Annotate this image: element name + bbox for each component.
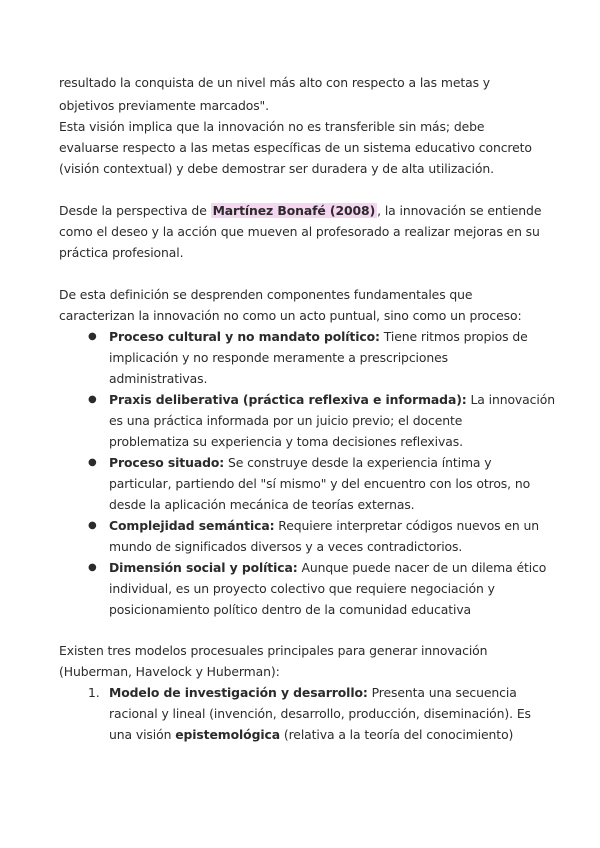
paragraph-line: Existen tres modelos procesuales principales para generar innovación bbox=[59, 643, 488, 658]
bold-term: epistemológica bbox=[175, 727, 281, 742]
citation-highlight: Martínez Bonafé (2008) bbox=[212, 203, 376, 218]
bullet-icon: ● bbox=[88, 562, 97, 573]
bullet-icon: ● bbox=[88, 457, 97, 468]
text-span: Desde la perspectiva de bbox=[59, 203, 211, 218]
list-item-text: Tiene ritmos propios de bbox=[379, 329, 528, 344]
numbered-item-text: Presenta una secuencia bbox=[367, 685, 517, 700]
text-span: (relativa a la teoría del conocimiento) bbox=[280, 727, 514, 742]
paragraph-line: práctica profesional. bbox=[59, 245, 184, 260]
text-span: , la innovación se entiende bbox=[377, 203, 542, 218]
numbered-item-term: Modelo de investigación y desarrollo: bbox=[109, 685, 368, 700]
list-item-line: desde la aplicación mecánica de teorías externas. bbox=[109, 497, 415, 512]
list-item-term: Proceso situado: bbox=[109, 455, 225, 470]
list-item-line: es una práctica informada por un juicio previo; el docente bbox=[109, 413, 463, 428]
paragraph-line: evaluarse respecto a las metas específicas de un sistema educativo concreto bbox=[59, 140, 532, 155]
list-item bbox=[109, 452, 492, 473]
list-item-term: Praxis deliberativa (práctica reflexiva e informada): bbox=[109, 392, 467, 407]
bullet-icon: ● bbox=[88, 520, 97, 531]
numbered-item-line bbox=[109, 724, 513, 745]
list-item-line: implicación y no responde meramente a prescripciones bbox=[109, 350, 448, 365]
list-number: 1. bbox=[88, 685, 100, 700]
list-item-text: Requiere interpretar códigos nuevos en un bbox=[274, 518, 539, 533]
paragraph-line bbox=[59, 200, 541, 221]
list-item-line: particular, partiendo del "sí mismo" y del encuentro con los otros, no bbox=[109, 476, 531, 491]
paragraph-line: De esta definición se desprenden componentes fundamentales que bbox=[59, 287, 473, 302]
bullet-icon: ● bbox=[88, 331, 97, 342]
list-item-term: Complejidad semántica: bbox=[109, 518, 275, 533]
list-item bbox=[109, 389, 555, 410]
paragraph-line: (Huberman, Havelock y Huberman): bbox=[59, 664, 280, 679]
paragraph-line: caracterizan la innovación no como un acto puntual, sino como un proceso: bbox=[59, 308, 522, 323]
text-span: una visión bbox=[109, 727, 176, 742]
list-item-text: La innovación bbox=[466, 392, 555, 407]
paragraph-line: resultado la conquista de un nivel más alto con respecto a las metas y bbox=[59, 75, 491, 90]
list-item-line: individual, es un proyecto colectivo que requiere negociación y bbox=[109, 581, 495, 596]
list-item bbox=[109, 515, 539, 536]
list-item-term: Proceso cultural y no mandato político: bbox=[109, 329, 380, 344]
bullet-icon: ● bbox=[88, 394, 97, 405]
list-item-text: Aunque puede nacer de un dilema ético bbox=[297, 560, 547, 575]
numbered-item bbox=[109, 682, 517, 703]
list-item bbox=[109, 326, 528, 347]
paragraph-line: Esta visión implica que la innovación no es transferible sin más; debe bbox=[59, 119, 485, 134]
list-item-line: mundo de significados diversos y a veces contradictorios. bbox=[109, 539, 463, 554]
numbered-item-line: racional y lineal (invención, desarrollo, producción, diseminación). Es bbox=[109, 706, 531, 721]
paragraph-line: como el deseo y la acción que mueven al profesorado a realizar mejoras en su bbox=[59, 224, 540, 239]
list-item bbox=[109, 557, 546, 578]
paragraph-line: (visión contextual) y debe demostrar ser duradera y de alta utilización. bbox=[59, 161, 494, 176]
list-item-line: problematiza su experiencia y toma decisiones reflexivas. bbox=[109, 434, 463, 449]
list-item-line: administrativas. bbox=[109, 371, 208, 386]
list-item-text: Se construye desde la experiencia íntima y bbox=[224, 455, 492, 470]
list-item-line: posicionamiento político dentro de la comunidad educativa bbox=[109, 602, 472, 617]
paragraph-line: objetivos previamente marcados". bbox=[59, 98, 269, 113]
list-item-term: Dimensión social y política: bbox=[109, 560, 298, 575]
